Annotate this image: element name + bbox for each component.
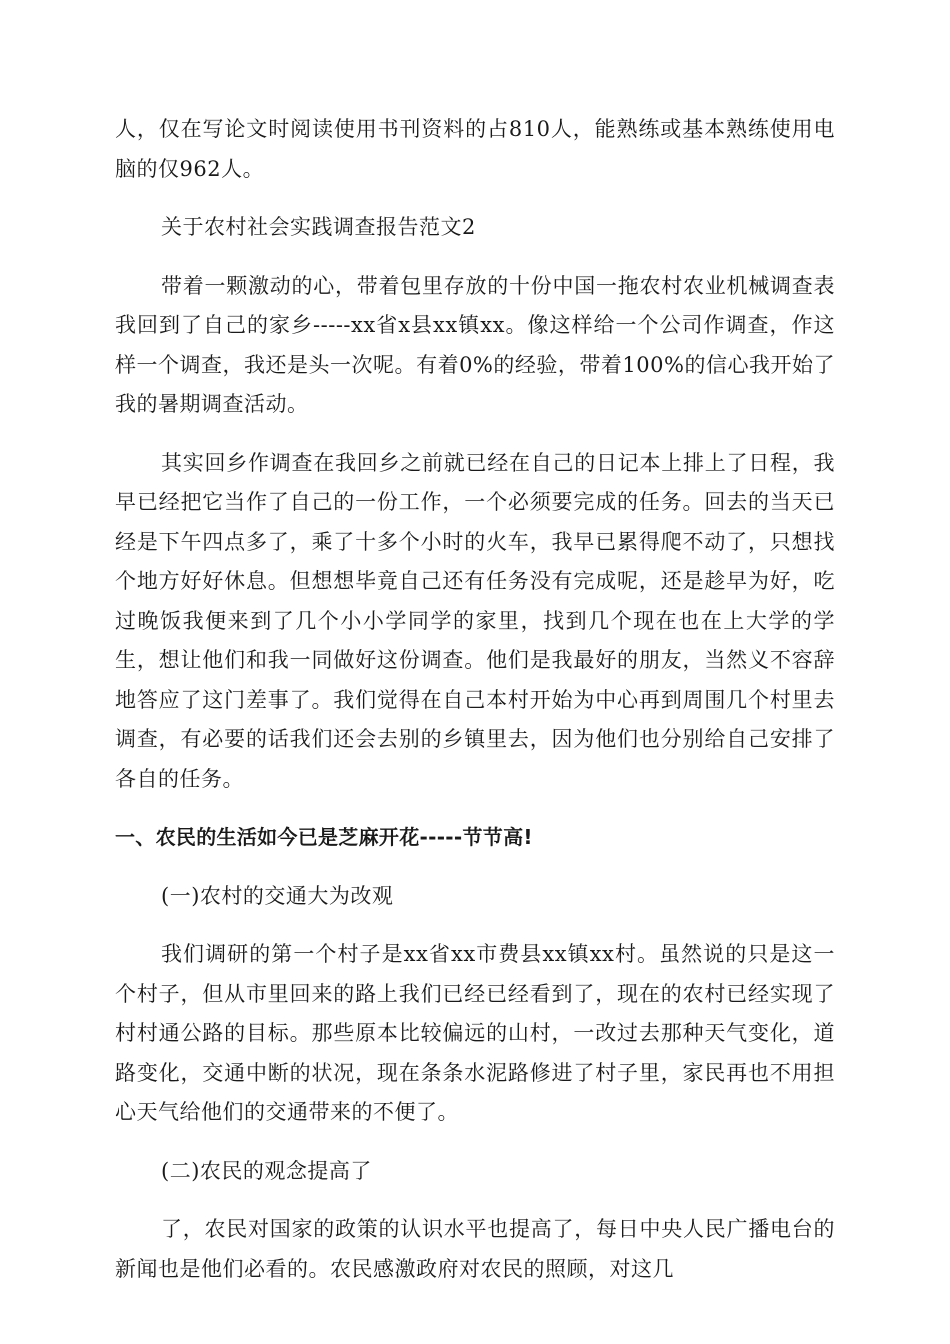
section-heading: 一、农民的生活如今已是芝麻开花-----节节高! — [115, 825, 533, 849]
document-body — [115, 110, 835, 1308]
paragraph-continuation: 人，仅在写论文时阅读使用书刊资料的占810人，能熟练或基本熟练使用电脑的仅962人。 — [115, 117, 835, 181]
paragraph: 其实回乡作调查在我回乡之前就已经在自己的日记本上排上了日程，我早已经把它当作了自己的一份工作，一个必须要完成的任务。回去的当天已经是下午四点多了，乘了十多个小时的火车，我早已累得爬不动了，只想找个地方好好休息。但想想毕竟自己还有任务没有完成呢，还是趁早为好，吃过晚饭我便来到了几个小小学同学的家里，找到几个现在也在上大学的学生，想让他们和我一同做好这份调查。他们是我最好的朋友，当然义不容辞地答应了这门差事了。我们觉得在自己本村开始为中心再到周围几个村里去调查，有必要的话我们还会去别的乡镇里去，因为他们也分别给自己安排了各自的任务。 — [115, 450, 835, 791]
paragraph: 带着一颗激动的心，带着包里存放的十份中国一拖农村农业机械调查表我回到了自己的家乡-----xx省x县xx镇xx。像这样给一个公司作调查，作这样一个调查，我还是头一次呢。有着0%的经验，带着100%的信心我开始了我的暑期调查活动。 — [115, 273, 835, 416]
subsection-heading: (二)农民的观念提高了 — [161, 1158, 372, 1183]
paragraph: 我们调研的第一个村子是xx省xx市费县xx镇xx村。虽然说的只是这一个村子，但从市里回来的路上我们已经已经看到了，现在的农村已经实现了村村通公路的目标。那些原本比较偏远的山村，一改过去那种天气变化，道路变化，交通中断的状况，现在条条水泥路修进了村子里，家民再也不用担心天气给他们的交通带来的不便了。 — [115, 942, 835, 1124]
paragraph: 了，农民对国家的政策的认识水平也提高了，每日中央人民广播电台的新闻也是他们必看的。农民感激政府对农民的照顾，对这几 — [115, 1217, 835, 1281]
article-title: 关于农村社会实践调查报告范文2 — [161, 215, 476, 239]
subsection-heading: (一)农村的交通大为改观 — [161, 883, 394, 908]
